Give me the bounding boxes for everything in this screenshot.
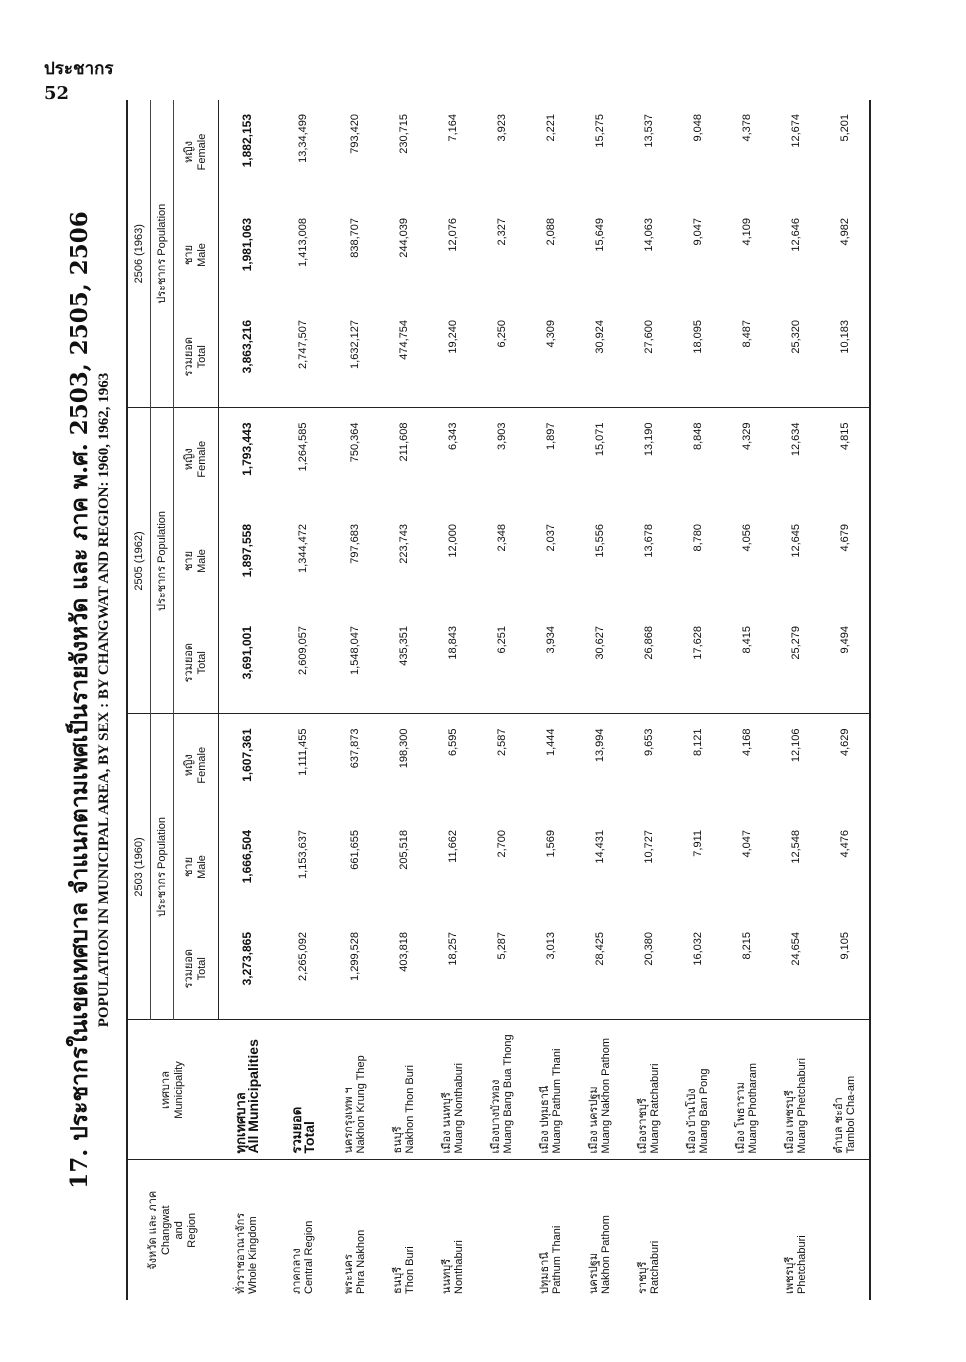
header-sub-en: Female <box>196 133 208 171</box>
value-cell: 16,032 <box>674 918 723 1020</box>
value-cell: 1,413,008 <box>296 218 309 267</box>
value-cell: 230,715 <box>398 113 410 154</box>
value-cell: 5,287 <box>478 918 527 1020</box>
region-cell <box>772 1160 821 1300</box>
value-cell: 18,843 <box>429 612 478 714</box>
value-cell: 10,183 <box>821 306 870 408</box>
municipality-cell-thai: เมือง นครปฐม <box>588 1086 600 1154</box>
value-cell: 4,329 <box>741 422 753 451</box>
municipality-cell-en: Muang Pathum Thani <box>551 1048 563 1154</box>
value-cell: 2,265,092 <box>275 918 331 1020</box>
header-sub-en: Male <box>196 243 208 267</box>
table-row <box>723 100 772 1300</box>
header-sub-thai: หญิง <box>183 141 195 163</box>
region-cell-thai: เพชรบุรี <box>784 1256 796 1294</box>
value-cell: 1,607,361 <box>239 728 254 782</box>
header-population-1963: ประชากร Population <box>151 100 174 408</box>
region-cell-thai: ภาคกลาง <box>290 1248 303 1294</box>
municipality-cell-en: Muang Ban Pong <box>698 1068 710 1154</box>
value-cell: 8,780 <box>692 524 704 552</box>
value-cell: 12,000 <box>447 524 459 558</box>
table-row <box>380 100 429 1300</box>
value-cell: 9,105 <box>821 918 870 1020</box>
value-cell: 8,848 <box>692 422 704 451</box>
value-cell: 4,109 <box>741 218 753 246</box>
region-cell-en: Central Region <box>302 1220 315 1294</box>
value-cell: 15,275 <box>594 113 606 148</box>
municipality-cell-thai: เมือง เพชรบุรี <box>784 1090 796 1154</box>
value-cell: 12,548 <box>790 830 802 864</box>
header-sub-female <box>174 100 219 204</box>
header-population-1960: ประชากร Population <box>151 714 174 1020</box>
value-cell: 12,106 <box>790 728 802 763</box>
region-cell <box>429 1160 478 1300</box>
header-sub-male <box>174 204 219 306</box>
value-cell: 14,063 <box>643 218 655 252</box>
header-region-en2: and <box>173 1221 186 1240</box>
region-cell-en: Whole Kingdom <box>246 1216 259 1294</box>
value-cell: 2,700 <box>496 830 508 858</box>
value-cell: 14,431 <box>594 830 606 864</box>
value-cell: 17,628 <box>674 612 723 714</box>
region-cell <box>674 1160 723 1300</box>
municipality-cell <box>625 1020 674 1160</box>
value-cell: 6,250 <box>478 306 527 408</box>
municipality-cell <box>331 1020 380 1160</box>
header-region-en3: Region <box>186 1212 199 1248</box>
municipality-cell-thai: เมือง ปทุมธานี <box>539 1085 551 1154</box>
value-cell: 750,364 <box>349 422 361 463</box>
municipality-cell-en: Muang Ratchaburi <box>649 1063 661 1154</box>
value-cell: 1,793,443 <box>239 422 254 476</box>
region-cell-en: Nakhon Pathom <box>600 1215 612 1294</box>
value-cell: 12,646 <box>790 218 802 252</box>
table-title-english: POPULATION IN MUNICIPAL AREA, BY SEX : BY CHANGWAT AND REGION: 1960, 1962, 1963 <box>96 372 112 1028</box>
header-sub-thai: หญิง <box>183 448 195 471</box>
municipality-cell <box>478 1020 527 1160</box>
value-cell: 474,754 <box>380 306 429 408</box>
region-cell-thai: ปทุมธานี <box>539 1252 551 1294</box>
value-cell: 4,679 <box>821 510 870 612</box>
value-cell: 15,556 <box>594 524 606 558</box>
municipality-cell <box>576 1020 625 1160</box>
population-table <box>126 100 871 1300</box>
table-row <box>625 100 674 1300</box>
municipality-cell <box>723 1020 772 1160</box>
value-cell: 12,634 <box>790 422 802 457</box>
value-cell: 3,691,001 <box>219 612 275 714</box>
value-cell: 5,201 <box>821 100 870 204</box>
value-cell: 1,344,472 <box>296 524 309 573</box>
value-cell: 838,707 <box>349 218 361 258</box>
value-cell: 1,981,063 <box>239 218 254 272</box>
value-cell: 4,047 <box>741 830 753 858</box>
value-cell: 13,994 <box>594 728 606 763</box>
table-row <box>275 100 331 1300</box>
value-cell: 1,153,637 <box>296 830 309 879</box>
value-cell: 7,911 <box>692 830 704 857</box>
value-cell: 3,013 <box>527 918 576 1020</box>
header-population-1962: ประชากร Population <box>151 408 174 714</box>
header-municipality <box>127 1020 219 1160</box>
region-cell-thai: ธนบุรี <box>392 1266 404 1294</box>
header-sub-en: Total <box>196 957 208 981</box>
municipality-cell-thai: ธนบุรี <box>392 1126 404 1154</box>
value-cell: 9,494 <box>821 612 870 714</box>
value-cell: 2,587 <box>496 728 508 757</box>
value-cell: 2,088 <box>545 218 557 246</box>
value-cell: 3,923 <box>496 113 508 142</box>
region-cell-en: Ratchaburi <box>649 1240 661 1294</box>
municipality-cell-en: All Municipalities <box>244 1039 261 1154</box>
value-cell: 2,327 <box>496 218 508 246</box>
value-cell: 4,476 <box>821 816 870 918</box>
value-cell: 30,627 <box>576 612 625 714</box>
header-sub-thai: รวมยอด <box>183 642 195 683</box>
value-cell: 24,654 <box>772 918 821 1020</box>
header-region-thai: จังหวัด และ ภาค <box>147 1190 160 1270</box>
table-row <box>331 100 380 1300</box>
header-year-1960: 2503 (1960) <box>127 714 151 1020</box>
value-cell: 4,056 <box>741 524 753 552</box>
value-cell: 12,645 <box>790 524 802 558</box>
value-cell: 3,903 <box>496 422 508 451</box>
municipality-cell <box>429 1020 478 1160</box>
value-cell: 13,190 <box>643 422 655 457</box>
header-sub-en: Female <box>196 746 208 784</box>
header-sub-total <box>174 918 219 1020</box>
value-cell: 211,608 <box>398 422 410 462</box>
value-cell: 7,164 <box>447 113 459 142</box>
municipality-cell-thai: ทุกเทศบาล <box>232 1092 248 1154</box>
value-cell: 12,674 <box>790 113 802 148</box>
value-cell: 4,629 <box>821 714 870 816</box>
rotated-table-sheet <box>58 100 918 1300</box>
region-cell-thai: นนทบุรี <box>441 1258 453 1294</box>
table-row <box>772 100 821 1300</box>
region-cell <box>821 1160 870 1300</box>
municipality-cell <box>821 1020 870 1160</box>
municipality-cell-thai: เมืองบางบัวทอง <box>490 1079 502 1154</box>
value-cell: 12,076 <box>447 218 459 252</box>
header-sub-total <box>174 612 219 714</box>
value-cell: 3,934 <box>527 612 576 714</box>
header-sub-thai: รวมยอด <box>183 336 195 377</box>
value-cell: 8,215 <box>723 918 772 1020</box>
value-cell: 6,251 <box>478 612 527 714</box>
municipality-cell-en: Nakhon Thon Buri <box>404 1065 416 1154</box>
municipality-cell-en: Tambol Cha-am <box>844 1075 857 1154</box>
header-sub-total <box>174 306 219 408</box>
value-cell: 11,662 <box>447 830 459 863</box>
page-section-title: ประชากร <box>44 59 114 79</box>
value-cell: 4,982 <box>821 204 870 306</box>
value-cell: 2,609,057 <box>275 612 331 714</box>
value-cell: 15,649 <box>594 218 606 252</box>
municipality-cell-thai: รวมยอด <box>288 1106 304 1154</box>
value-cell: 205,518 <box>398 830 410 870</box>
value-cell: 8,121 <box>692 728 704 757</box>
value-cell: 8,487 <box>723 306 772 408</box>
value-cell: 2,221 <box>545 113 557 142</box>
header-sub-thai: ชาย <box>183 244 195 266</box>
value-cell: 25,279 <box>772 612 821 714</box>
region-cell-en: Thon Buri <box>404 1246 416 1294</box>
region-cell <box>527 1160 576 1300</box>
value-cell: 793,420 <box>349 113 361 154</box>
value-cell: 2,348 <box>496 524 508 552</box>
value-cell: 2,747,507 <box>275 306 331 408</box>
value-cell: 6,343 <box>447 422 459 451</box>
table-title-thai: 17. ประชากรในเขตเทศบาล จำแนกตามเพศเป็นรายจังหวัด และ ภาค พ.ศ. 2503, 2505, 2506 <box>66 211 93 1189</box>
value-cell: 1,548,047 <box>331 612 380 714</box>
header-year-1962: 2505 (1962) <box>127 408 151 714</box>
value-cell: 28,425 <box>576 918 625 1020</box>
value-cell: 9,048 <box>692 113 704 142</box>
header-sub-thai: รวมยอด <box>183 948 195 989</box>
value-cell: 3,863,216 <box>219 306 275 408</box>
value-cell: 637,873 <box>349 728 361 769</box>
region-cell-en: Nonthaburi <box>453 1240 465 1294</box>
value-cell: 2,037 <box>545 524 557 552</box>
table-row <box>576 100 625 1300</box>
header-sub-en: Male <box>196 855 208 879</box>
header-sub-en: Male <box>196 549 208 573</box>
municipality-cell-en: Muang Photharam <box>747 1063 759 1154</box>
value-cell: 13,34,499 <box>296 113 309 163</box>
region-cell-en: Phra Nakhon <box>355 1229 367 1294</box>
header-sub-en: Female <box>196 440 208 478</box>
value-cell: 19,240 <box>429 306 478 408</box>
header-sub-thai: ชาย <box>183 856 195 878</box>
region-cell-thai: นครปฐม <box>588 1252 600 1294</box>
value-cell: 1,897,558 <box>239 524 254 578</box>
header-sub-male <box>174 510 219 612</box>
value-cell: 18,257 <box>429 918 478 1020</box>
table-row <box>674 100 723 1300</box>
region-cell-en: Pathum Thani <box>551 1225 563 1294</box>
municipality-cell-thai: นครกรุงเทพ ฯ <box>343 1087 355 1154</box>
municipality-cell-en: Muang Nonthaburi <box>453 1062 465 1154</box>
region-cell <box>380 1160 429 1300</box>
value-cell: 10,727 <box>643 830 655 864</box>
region-cell <box>576 1160 625 1300</box>
municipality-cell-thai: เมือง นนทบุรี <box>441 1092 453 1154</box>
value-cell: 403,818 <box>380 918 429 1020</box>
value-cell: 13,537 <box>643 113 655 148</box>
value-cell: 4,309 <box>527 306 576 408</box>
region-cell-thai: ราชบุรี <box>637 1261 649 1294</box>
value-cell: 4,168 <box>741 728 753 757</box>
municipality-cell-en: Total <box>300 1121 317 1154</box>
header-year-1963: 2506 (1963) <box>127 100 151 408</box>
value-cell: 9,047 <box>692 218 704 246</box>
table-row <box>478 100 527 1300</box>
value-cell: 1,882,153 <box>239 113 254 168</box>
value-cell: 244,039 <box>398 218 410 258</box>
header-region-en1: Changwat <box>160 1205 173 1256</box>
header-sub-thai: ชาย <box>183 550 195 572</box>
value-cell: 797,683 <box>349 524 361 564</box>
municipality-cell-en: Muang Nakhon Pathom <box>600 1037 612 1154</box>
value-cell: 30,924 <box>576 306 625 408</box>
municipality-cell <box>380 1020 429 1160</box>
table-row <box>527 100 576 1300</box>
header-municipality-en: Municipality <box>173 1061 186 1119</box>
value-cell: 1,111,455 <box>296 728 309 776</box>
table-row <box>429 100 478 1300</box>
municipality-cell <box>527 1020 576 1160</box>
municipality-cell-en: Nakhon Krung Thep <box>355 1055 367 1154</box>
value-cell: 26,868 <box>625 612 674 714</box>
value-cell: 661,655 <box>349 830 361 870</box>
value-cell: 1,897 <box>545 422 557 451</box>
region-cell <box>275 1160 331 1300</box>
header-sub-female <box>174 714 219 816</box>
value-cell: 4,378 <box>741 113 753 142</box>
region-cell <box>625 1160 674 1300</box>
page-number: 52 <box>44 83 70 104</box>
region-cell-thai: พระนคร <box>343 1254 355 1294</box>
table-row <box>219 100 275 1300</box>
value-cell: 198,300 <box>398 728 410 769</box>
header-region <box>127 1160 219 1300</box>
header-sub-en: Total <box>196 345 208 369</box>
value-cell: 4,815 <box>821 408 870 510</box>
municipality-cell-thai: เมือง บ้านโป่ง <box>686 1088 698 1154</box>
value-cell: 9,653 <box>643 728 655 757</box>
value-cell: 27,600 <box>625 306 674 408</box>
region-cell <box>478 1160 527 1300</box>
municipality-cell-en: Muang Phetchaburi <box>796 1058 808 1154</box>
value-cell: 1,444 <box>545 728 557 757</box>
value-cell: 8,415 <box>723 612 772 714</box>
value-cell: 1,264,585 <box>296 422 309 472</box>
municipality-cell <box>219 1020 275 1160</box>
value-cell: 1,632,127 <box>331 306 380 408</box>
header-sub-female <box>174 408 219 510</box>
value-cell: 435,351 <box>380 612 429 714</box>
region-cell-en: Phetchaburi <box>796 1235 808 1294</box>
municipality-cell <box>275 1020 331 1160</box>
value-cell: 15,071 <box>594 422 606 457</box>
value-cell: 25,320 <box>772 306 821 408</box>
value-cell: 223,743 <box>398 524 410 564</box>
header-sub-male <box>174 816 219 918</box>
municipality-cell-thai: เมือง โพธาราม <box>735 1082 747 1154</box>
header-sub-en: Total <box>196 651 208 675</box>
region-cell <box>219 1160 275 1300</box>
region-cell <box>331 1160 380 1300</box>
value-cell: 1,299,528 <box>331 918 380 1020</box>
value-cell: 3,273,865 <box>219 918 275 1020</box>
value-cell: 1,569 <box>545 830 557 858</box>
value-cell: 6,595 <box>447 728 459 757</box>
table-row <box>821 100 870 1300</box>
municipality-cell <box>772 1020 821 1160</box>
value-cell: 13,678 <box>643 524 655 558</box>
header-municipality-thai: เทศบาล <box>160 1071 173 1109</box>
region-cell-thai: ทั่วราชอาณาจักร <box>234 1212 247 1294</box>
value-cell: 18,095 <box>674 306 723 408</box>
region-cell <box>723 1160 772 1300</box>
value-cell: 20,380 <box>625 918 674 1020</box>
value-cell: 1,666,504 <box>239 830 254 884</box>
municipality-cell <box>674 1020 723 1160</box>
header-sub-thai: หญิง <box>183 754 195 777</box>
municipality-cell-en: Muang Bang Bua Thong <box>502 1034 514 1154</box>
municipality-cell-thai: ตำบล ชะอำ <box>832 1097 845 1154</box>
municipality-cell-thai: เมืองราชบุรี <box>637 1098 649 1154</box>
